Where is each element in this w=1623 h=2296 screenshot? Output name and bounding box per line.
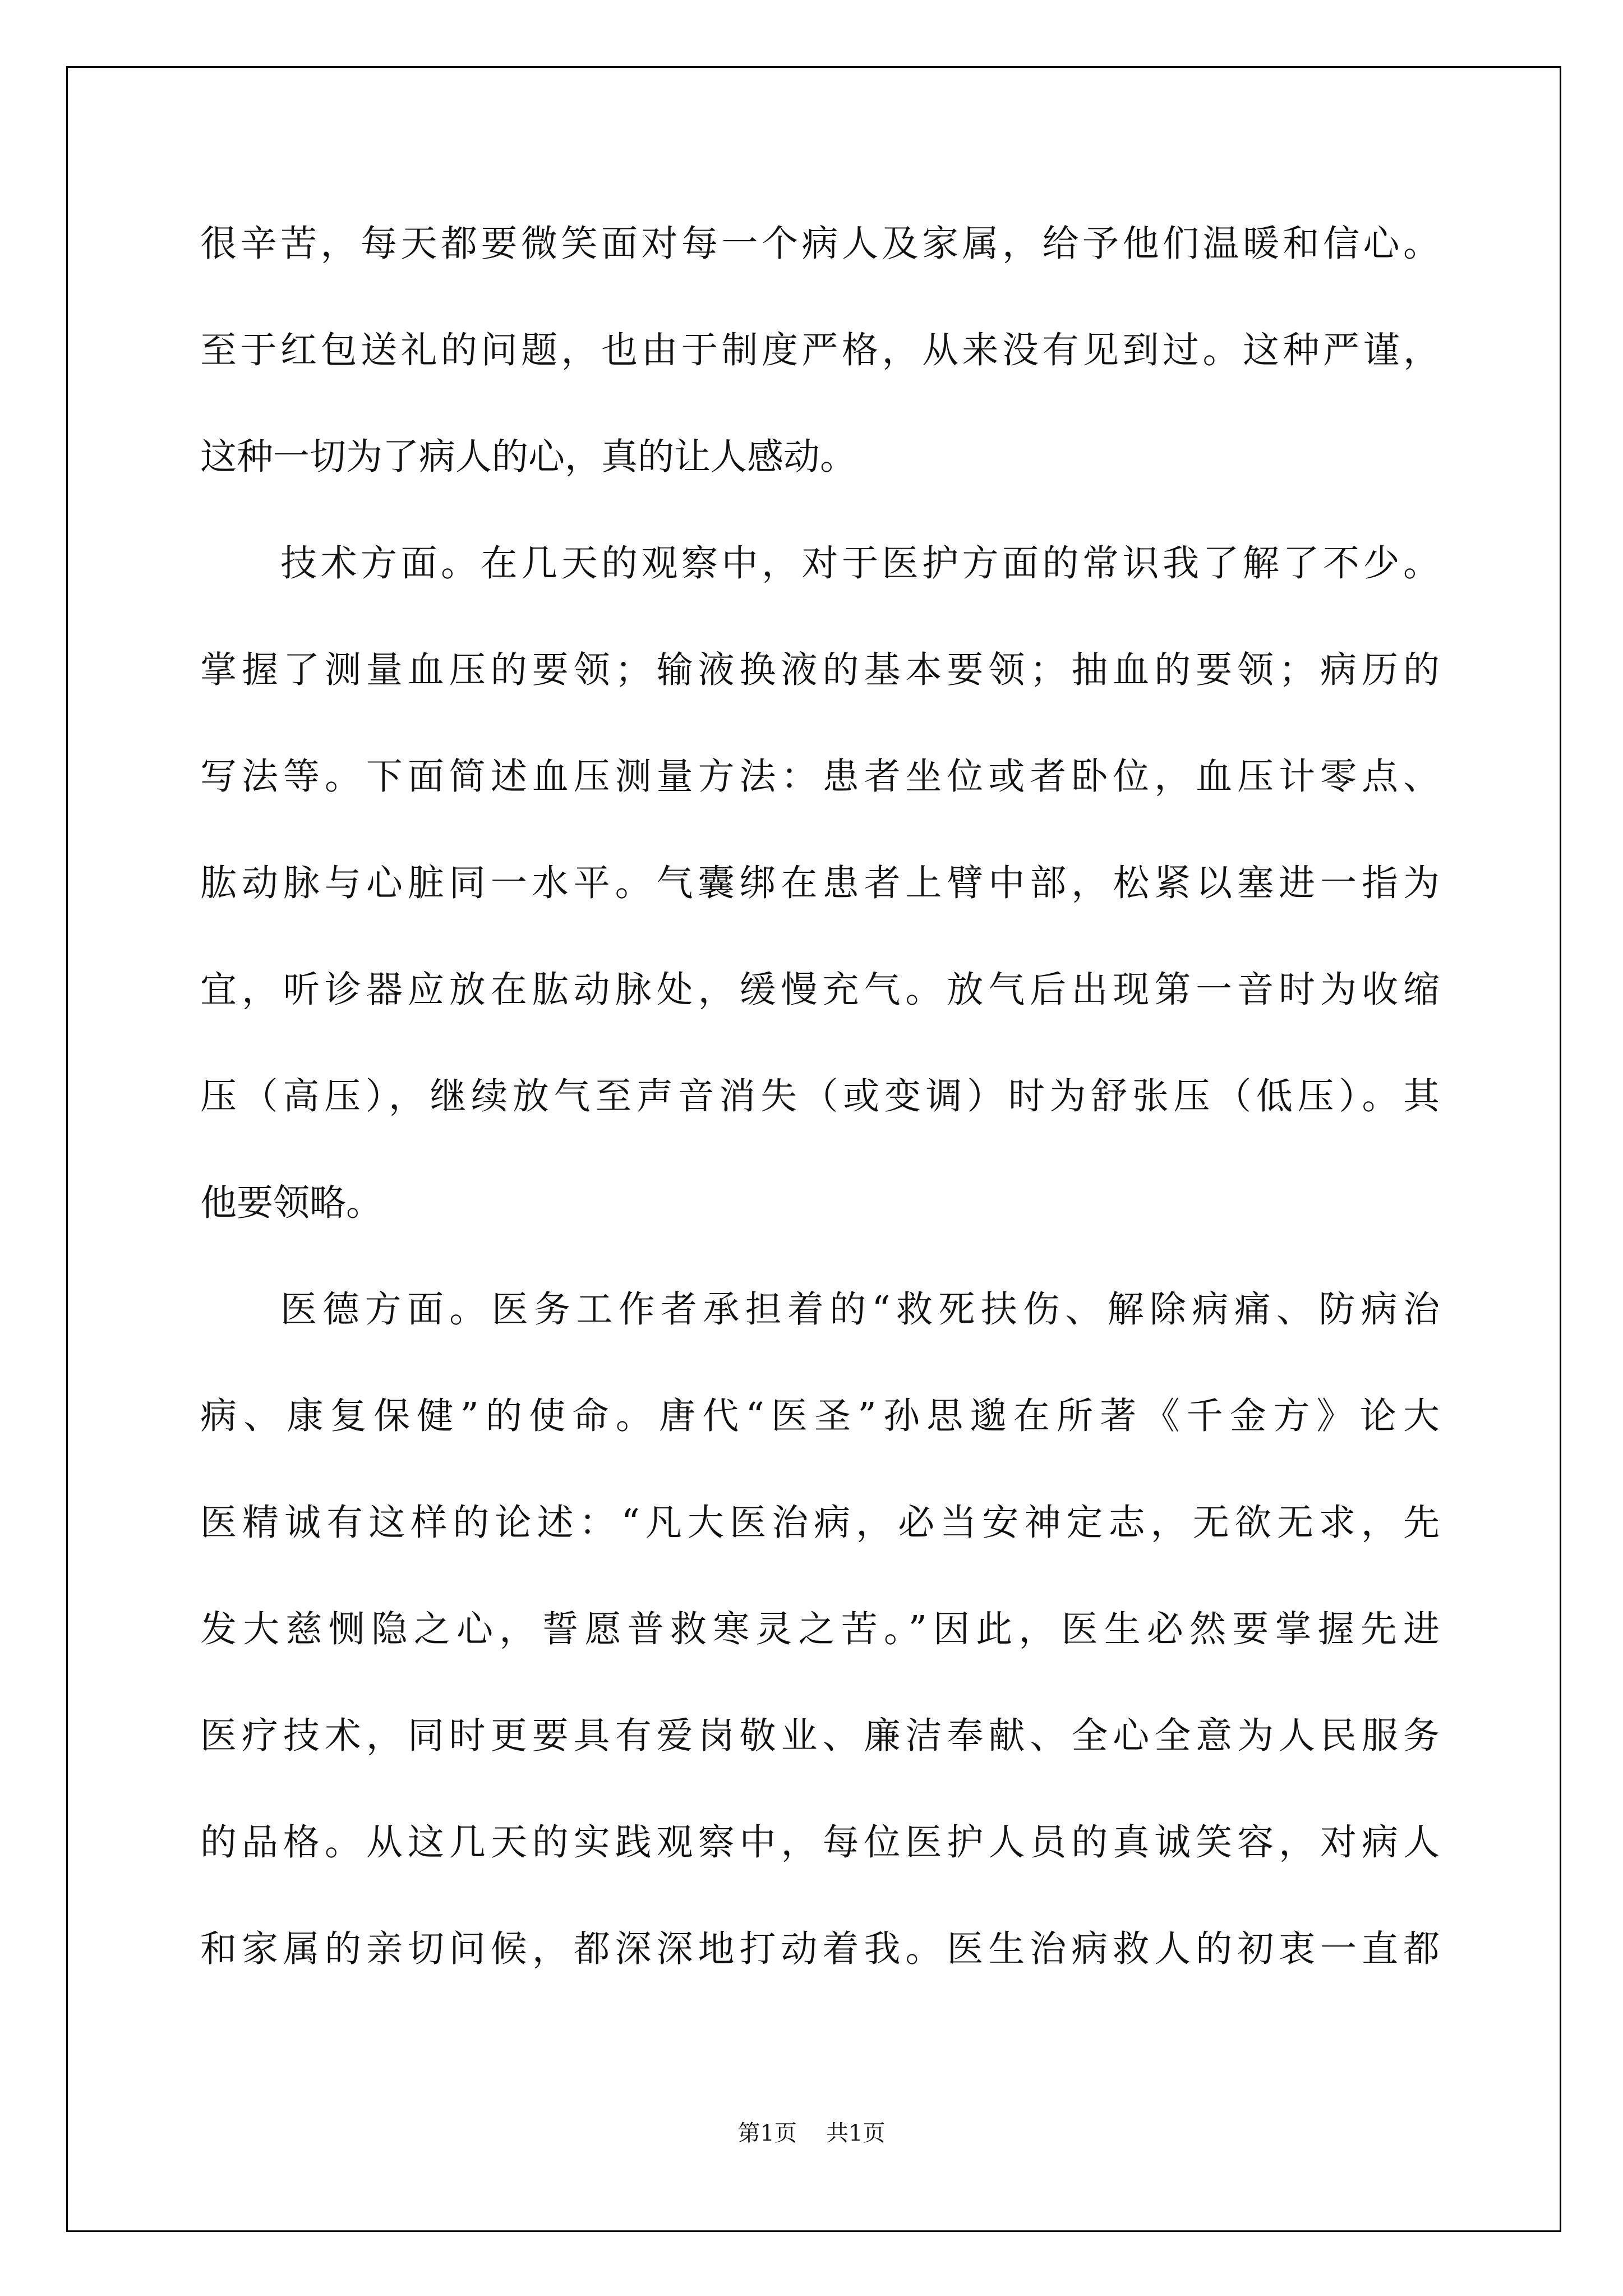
page-total: 共1页 bbox=[826, 2120, 886, 2146]
body-line: 他要领略。 bbox=[200, 1182, 383, 1224]
body-line: 医疗技术，同时更要具有爱岗敬业、廉洁奉献、全心全意为人民服务 bbox=[200, 1715, 1440, 1757]
page-border bbox=[66, 66, 1561, 2232]
body-line: 和家属的亲切问候，都深深地打动着我。医生治病救人的初衷一直都 bbox=[200, 1928, 1440, 1970]
body-line: 掌握了测量血压的要领；输液换液的基本要领；抽血的要领；病历的 bbox=[200, 649, 1440, 691]
body-line: 医德方面。医务工作者承担着的“救死扶伤、解除病痛、防病治 bbox=[280, 1289, 1440, 1331]
body-line: 写法等。下面简述血压测量方法：患者坐位或者卧位，血压计零点、 bbox=[200, 756, 1440, 798]
page-number: 第1页 bbox=[737, 2120, 797, 2146]
body-line: 技术方面。在几天的观察中，对于医护方面的常识我了解了不少。 bbox=[280, 542, 1440, 585]
body-line: 的品格。从这几天的实践观察中，每位医护人员的真诚笑容，对病人 bbox=[200, 1821, 1440, 1864]
body-line: 宜，听诊器应放在肱动脉处，缓慢充气。放气后出现第一音时为收缩 bbox=[200, 969, 1440, 1011]
body-line: 肱动脉与心脏同一水平。气囊绑在患者上臂中部，松紧以塞进一指为 bbox=[200, 862, 1440, 904]
body-line: 很辛苦，每天都要微笑面对每一个病人及家属，给予他们温暖和信心。 bbox=[200, 223, 1440, 265]
body-line: 至于红包送礼的问题，也由于制度严格，从来没有见到过。这种严谨， bbox=[200, 329, 1440, 371]
page-footer bbox=[0, 2118, 1623, 2149]
body-line: 发大慈恻隐之心，誓愿普救寒灵之苦。”因此，医生必然要掌握先进 bbox=[200, 1608, 1440, 1650]
body-line: 医精诚有这样的论述：“凡大医治病，必当安神定志，无欲无求，先 bbox=[200, 1502, 1440, 1544]
body-line: 压（高压），继续放气至声音消失（或变调）时为舒张压（低压）。其 bbox=[200, 1075, 1440, 1117]
body-line: 病、康复保健”的使命。唐代“医圣”孙思邈在所著《千金方》论大 bbox=[200, 1395, 1440, 1437]
body-line: 这种一切为了病人的心，真的让人感动。 bbox=[200, 436, 857, 478]
